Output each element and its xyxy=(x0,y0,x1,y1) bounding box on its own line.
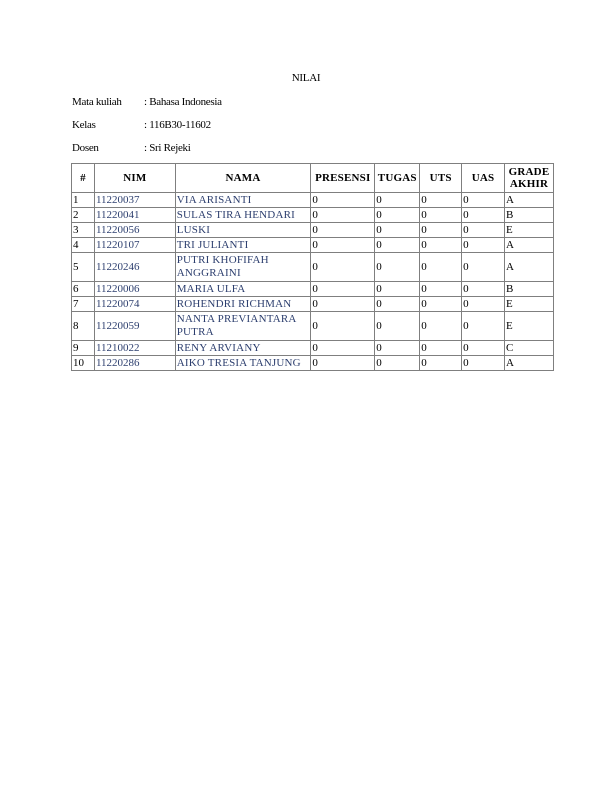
cell-grade: A xyxy=(504,253,553,282)
cell-presensi: 0 xyxy=(311,193,375,208)
cell-grade: B xyxy=(504,282,553,297)
cell-uas: 0 xyxy=(462,312,505,341)
cell-presensi: 0 xyxy=(311,223,375,238)
cell-no: 10 xyxy=(72,356,95,371)
table-header-row xyxy=(72,164,554,193)
table-row xyxy=(72,297,554,312)
cell-uas: 0 xyxy=(462,208,505,223)
meta-dosen xyxy=(72,142,191,154)
cell-presensi: 0 xyxy=(311,208,375,223)
cell-nama: MARIA ULFA xyxy=(175,282,311,297)
cell-presensi: 0 xyxy=(311,238,375,253)
col-header-no: # xyxy=(72,164,95,193)
cell-no: 1 xyxy=(72,193,95,208)
cell-uts: 0 xyxy=(420,223,462,238)
table-row xyxy=(72,193,554,208)
cell-nim: 11210022 xyxy=(94,341,175,356)
cell-uts: 0 xyxy=(420,253,462,282)
col-header-nama: NAMA xyxy=(175,164,311,193)
col-header-presensi: PRESENSI xyxy=(311,164,375,193)
cell-presensi: 0 xyxy=(311,312,375,341)
meta-label: Dosen xyxy=(72,142,99,154)
cell-nim: 11220056 xyxy=(94,223,175,238)
meta-value: : Sri Rejeki xyxy=(144,142,191,154)
grades-table xyxy=(71,163,554,371)
cell-nim: 11220059 xyxy=(94,312,175,341)
cell-no: 8 xyxy=(72,312,95,341)
cell-uts: 0 xyxy=(420,208,462,223)
cell-no: 2 xyxy=(72,208,95,223)
cell-grade: B xyxy=(504,208,553,223)
cell-nim: 11220074 xyxy=(94,297,175,312)
cell-nama: TRI JULIANTI xyxy=(175,238,311,253)
cell-uas: 0 xyxy=(462,297,505,312)
cell-tugas: 0 xyxy=(375,208,420,223)
meta-label: Mata kuliah xyxy=(72,96,122,108)
cell-no: 3 xyxy=(72,223,95,238)
table-row xyxy=(72,238,554,253)
cell-nim: 11220041 xyxy=(94,208,175,223)
cell-nama: VIA ARISANTI xyxy=(175,193,311,208)
cell-no: 4 xyxy=(72,238,95,253)
cell-grade: C xyxy=(504,341,553,356)
meta-kelas xyxy=(72,119,211,131)
cell-tugas: 0 xyxy=(375,356,420,371)
cell-uts: 0 xyxy=(420,356,462,371)
cell-tugas: 0 xyxy=(375,312,420,341)
cell-presensi: 0 xyxy=(311,297,375,312)
cell-uas: 0 xyxy=(462,356,505,371)
cell-no: 5 xyxy=(72,253,95,282)
cell-nama: NANTA PREVIANTARA PUTRA xyxy=(175,312,311,341)
cell-uas: 0 xyxy=(462,282,505,297)
cell-nama: PUTRI KHOFIFAH ANGGRAINI xyxy=(175,253,311,282)
cell-grade: E xyxy=(504,297,553,312)
col-header-uts: UTS xyxy=(420,164,462,193)
col-header-nim: NIM xyxy=(94,164,175,193)
col-header-grade: GRADE AKHIR xyxy=(504,164,553,193)
cell-uas: 0 xyxy=(462,253,505,282)
col-header-tugas: TUGAS xyxy=(375,164,420,193)
meta-value: : Bahasa Indonesia xyxy=(144,96,222,108)
cell-tugas: 0 xyxy=(375,223,420,238)
cell-nama: AIKO TRESIA TANJUNG xyxy=(175,356,311,371)
table-row xyxy=(72,208,554,223)
cell-nama: RENY ARVIANY xyxy=(175,341,311,356)
cell-grade: A xyxy=(504,356,553,371)
cell-uts: 0 xyxy=(420,282,462,297)
cell-tugas: 0 xyxy=(375,341,420,356)
cell-no: 7 xyxy=(72,297,95,312)
cell-uas: 0 xyxy=(462,341,505,356)
cell-uas: 0 xyxy=(462,193,505,208)
cell-nim: 11220246 xyxy=(94,253,175,282)
cell-nim: 11220107 xyxy=(94,238,175,253)
page-title: NILAI xyxy=(291,72,321,84)
table-row xyxy=(72,356,554,371)
cell-presensi: 0 xyxy=(311,356,375,371)
cell-uas: 0 xyxy=(462,223,505,238)
table-row xyxy=(72,341,554,356)
cell-tugas: 0 xyxy=(375,253,420,282)
cell-uts: 0 xyxy=(420,341,462,356)
cell-uts: 0 xyxy=(420,238,462,253)
cell-grade: E xyxy=(504,312,553,341)
cell-tugas: 0 xyxy=(375,297,420,312)
cell-uts: 0 xyxy=(420,297,462,312)
meta-mata-kuliah xyxy=(72,96,222,108)
cell-presensi: 0 xyxy=(311,341,375,356)
table-row xyxy=(72,223,554,238)
col-header-uas: UAS xyxy=(462,164,505,193)
cell-nama: ROHENDRI RICHMAN xyxy=(175,297,311,312)
meta-value: : 116B30-11602 xyxy=(144,119,211,131)
cell-nim: 11220006 xyxy=(94,282,175,297)
cell-grade: A xyxy=(504,193,553,208)
cell-nim: 11220037 xyxy=(94,193,175,208)
cell-grade: E xyxy=(504,223,553,238)
cell-nama: LUSKI xyxy=(175,223,311,238)
cell-no: 9 xyxy=(72,341,95,356)
cell-nama: SULAS TIRA HENDARI xyxy=(175,208,311,223)
cell-uas: 0 xyxy=(462,238,505,253)
cell-presensi: 0 xyxy=(311,282,375,297)
table-row xyxy=(72,312,554,341)
cell-presensi: 0 xyxy=(311,253,375,282)
meta-label: Kelas xyxy=(72,119,96,131)
cell-uts: 0 xyxy=(420,312,462,341)
table-row xyxy=(72,253,554,282)
table-row xyxy=(72,282,554,297)
cell-tugas: 0 xyxy=(375,282,420,297)
cell-tugas: 0 xyxy=(375,193,420,208)
cell-tugas: 0 xyxy=(375,238,420,253)
cell-no: 6 xyxy=(72,282,95,297)
cell-nim: 11220286 xyxy=(94,356,175,371)
cell-grade: A xyxy=(504,238,553,253)
cell-uts: 0 xyxy=(420,193,462,208)
